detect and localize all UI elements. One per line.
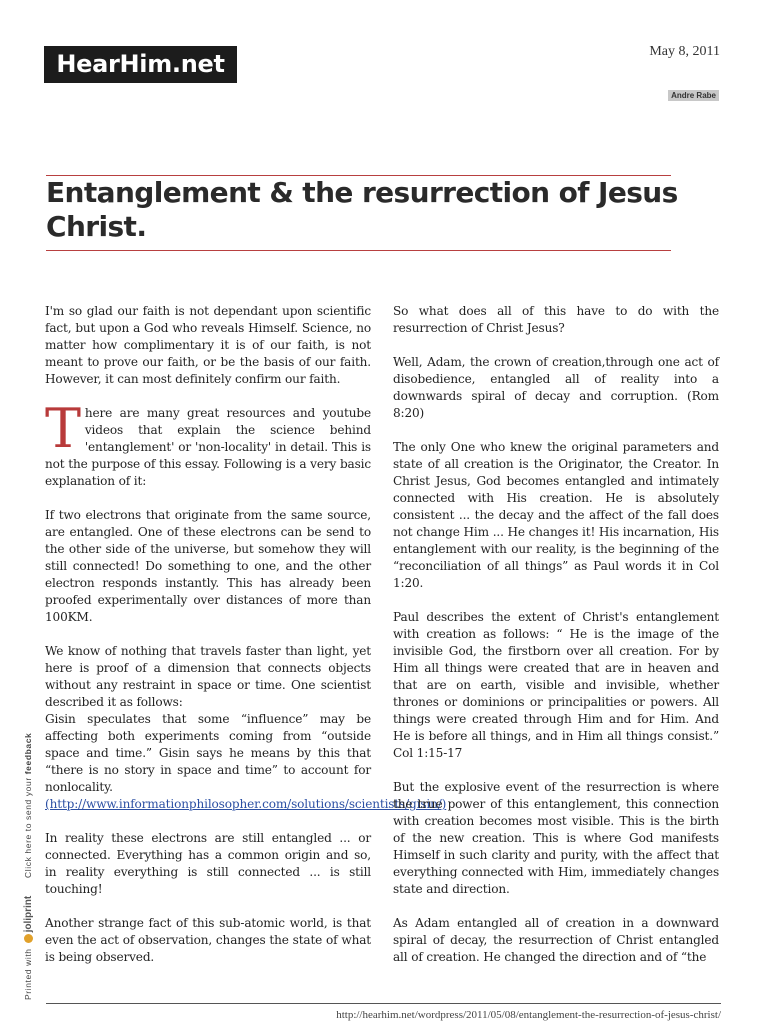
paragraph: In reality these electrons are still entangled ... or connected. Everything has a common origin and so, in reality everything is still connected ... is still touching! <box>45 831 371 896</box>
paragraph <box>45 397 371 490</box>
paragraph: The only One who knew the original parameters and state of all creation is the Originator, the Creator. In Christ Jesus, God becomes entangled and intimately connected with His creation. He is absolutely consistent ... the decay and the affect of the fall does not change Him ... He changes it! His incarnation, His entanglement with our reality, is the beginning of the “reconciliation of all things” as Paul words it in Col 1:20. <box>393 440 719 590</box>
sidebar-text <box>18 680 38 1000</box>
print-sidebar <box>18 680 38 1000</box>
paragraph-text: We know of nothing that travels faster than light, yet here is proof of a dimension that connects objects without any restraint in space or time. One scientist described it as follows: <box>45 644 371 709</box>
paragraph: If two electrons that originate from the same source, are entangled. One of these electrons can be send to the other side of the universe, but somehow they will still connected! Do something to one, and the other electron responds instantly. This has already been proofed experimentally over distances of more than 100KM. <box>45 508 371 624</box>
printed-with-label: Printed with <box>23 948 33 1000</box>
paragraph <box>45 643 447 813</box>
article-title: Entanglement & the resurrection of Jesus Christ. <box>46 176 678 243</box>
paragraph: So what does all of this have to do with the resurrection of Christ Jesus? <box>393 304 719 335</box>
paragraph: I'm so glad our faith is not dependant upon scientific fact, but upon a God who reveals Himself. Science, no matter how complimentary it is of our faith, is not meant to prove our faith, or be the basis of our faith. However, it can most definitely confirm our faith. <box>45 304 371 386</box>
feedback-prompt[interactable]: Click here to send your feedback <box>23 732 33 878</box>
paragraph-text: here are many great resources and youtube videos that explain the science behind 'entanglement' or 'non-locality' in detail. This is not the purpose of this essay. Following is a very basic explanation of it: <box>45 406 371 488</box>
quote-text: Gisin speculates that some “influence” may be affecting both experiments coming from “outside space and time.” Gisin says he means by this that “there is no story in space and time” to account for nonlocality. <box>45 712 371 794</box>
paragraph: Paul describes the extent of Christ's entanglement with creation as follows: “ He is the image of the invisible God, the firstborn over all creation. For by Him all things were created that are in heaven and that are on earth, visible and invisible, whether thrones or dominions or principalities or powers. All things were created through Him and for Him. And He is before all things, and in Him all things consist.” Col 1:15-17 <box>393 610 719 760</box>
paragraph: But the explosive event of the resurrection is where the true power of this entanglement, this connection with creation becomes most visible. This is the birth of the new creation. This is where God manifests Himself in such clarity and purity, with the affect that everything connected with Him, immediately changes state and direction. <box>393 780 719 896</box>
paragraph: Another strange fact of this sub-atomic world, is that even the act of observation, changes the state of what is being observed. <box>45 916 371 964</box>
footer-rule <box>46 1003 721 1004</box>
author-badge: Andre Rabe <box>668 90 719 101</box>
title-bottom-rule <box>46 250 671 251</box>
drop-cap: T <box>45 397 81 460</box>
paragraph: Well, Adam, the crown of creation,through one act of disobedience, entangled all of reality into a downwards spiral of decay and corruption. (Rom 8:20) <box>393 355 719 420</box>
right-column <box>393 303 719 983</box>
footer-url[interactable]: http://hearhim.net/wordpress/2011/05/08/entanglement-the-resurrection-of-jesus-christ/ <box>336 1009 721 1021</box>
joliprint-icon <box>24 934 33 943</box>
publish-date: May 8, 2011 <box>649 44 720 59</box>
left-column <box>45 303 447 983</box>
paragraph: As Adam entangled all of creation in a downward spiral of decay, the resurrection of Christ entangled all of creation. He changed the direction and of “the <box>393 916 719 964</box>
joliprint-logo[interactable]: joliprint <box>23 895 34 933</box>
source-link[interactable]: (http://www.informationphilosopher.com/solutions/scientists/gisin/) <box>45 797 447 811</box>
site-logo[interactable]: HearHim.net <box>44 46 237 83</box>
